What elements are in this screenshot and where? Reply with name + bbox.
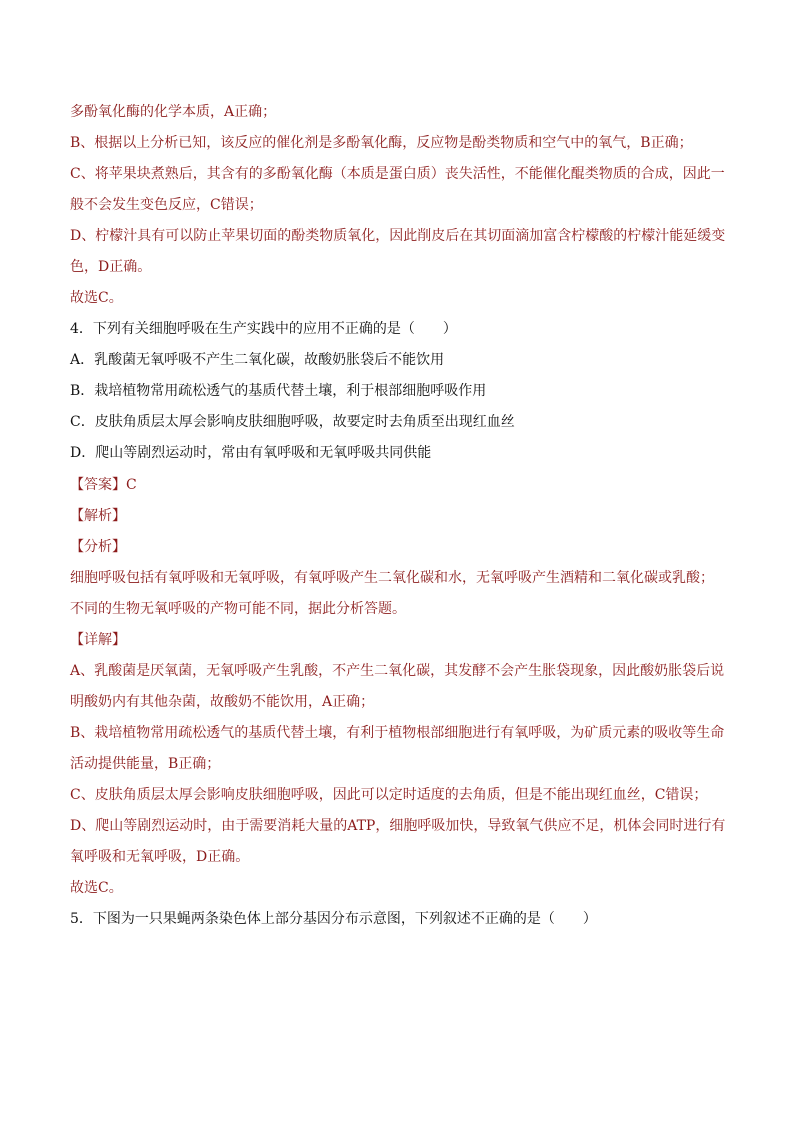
option-a: A．乳酸菌无氧呼吸不产生二氧化碳，故酸奶胀袋后不能饮用 [70,352,445,368]
text-line: B、栽培植物常用疏松透气的基质代替土壤，有利于植物根部细胞进行有氧呼吸，为矿质元素的吸收等生命 [70,725,725,741]
detail-heading: 【详解】 [70,632,126,648]
analysis-subheading: 【分析】 [70,539,126,555]
text-line: C、皮肤角质层太厚会影响皮肤细胞呼吸，因此可以定时适度的去角质，但是不能出现红血丝，C错误； [70,787,708,803]
text-line: 般不会发生变色反应，C错误； [70,197,263,213]
answer-label: 【答案】C [70,477,137,493]
text-line: 故选C。 [70,290,123,306]
text-line: 色，D正确。 [70,259,152,275]
text-line: 故选C。 [70,880,123,896]
text-line: 活动提供能量，B正确； [70,756,221,772]
option-d: D．爬山等剧烈运动时，常由有氧呼吸和无氧呼吸共同供能 [70,445,432,461]
text-line: C、将苹果块煮熟后，其含有的多酚氧化酶（本质是蛋白质）丧失活性，不能催化醌类物质的合成，因此一 [70,166,725,182]
option-b: B．栽培植物常用疏松透气的基质代替土壤，利于根部细胞呼吸作用 [70,383,487,399]
analysis-heading: 【解析】 [70,508,126,524]
text-line: D、爬山等剧烈运动时，由于需要消耗大量的ATP，细胞呼吸加快，导致氧气供应不足，机体会同时进行有 [70,818,726,834]
text-line: B、根据以上分析已知，该反应的催化剂是多酚氧化酶，反应物是酚类物质和空气中的氧气，B正确； [70,135,693,151]
text-line: 细胞呼吸包括有氧呼吸和无氧呼吸，有氧呼吸产生二氧化碳和水，无氧呼吸产生酒精和二氧化碳或乳酸； [70,570,714,586]
text-line: 多酚氧化酶的化学本质，A正确； [70,104,277,120]
question-stem: 5．下图为一只果蝇两条染色体上部分基因分布示意图，下列叙述不正确的是（ ） [70,911,597,927]
text-line: 氧呼吸和无氧呼吸，D正确。 [70,849,250,865]
text-line: D、柠檬汁具有可以防止苹果切面的酚类物质氧化，因此削皮后在其切面滴加富含柠檬酸的柠檬汁能延缓变 [70,228,726,244]
option-c: C．皮肤角质层太厚会影响皮肤细胞呼吸，故要定时去角质至出现红血丝 [70,414,515,430]
text-line: 明酸奶内有其他杂菌，故酸奶不能饮用，A正确； [70,694,375,710]
text-line: A、乳酸菌是厌氧菌，无氧呼吸产生乳酸，不产生二氧化碳，其发酵不会产生胀袋现象，因此酸奶胀袋后说 [70,663,725,679]
text-line: 不同的生物无氧呼吸的产物可能不同，据此分析答题。 [70,601,406,617]
question-stem: 4．下列有关细胞呼吸在生产实践中的应用不正确的是（ ） [70,321,457,337]
